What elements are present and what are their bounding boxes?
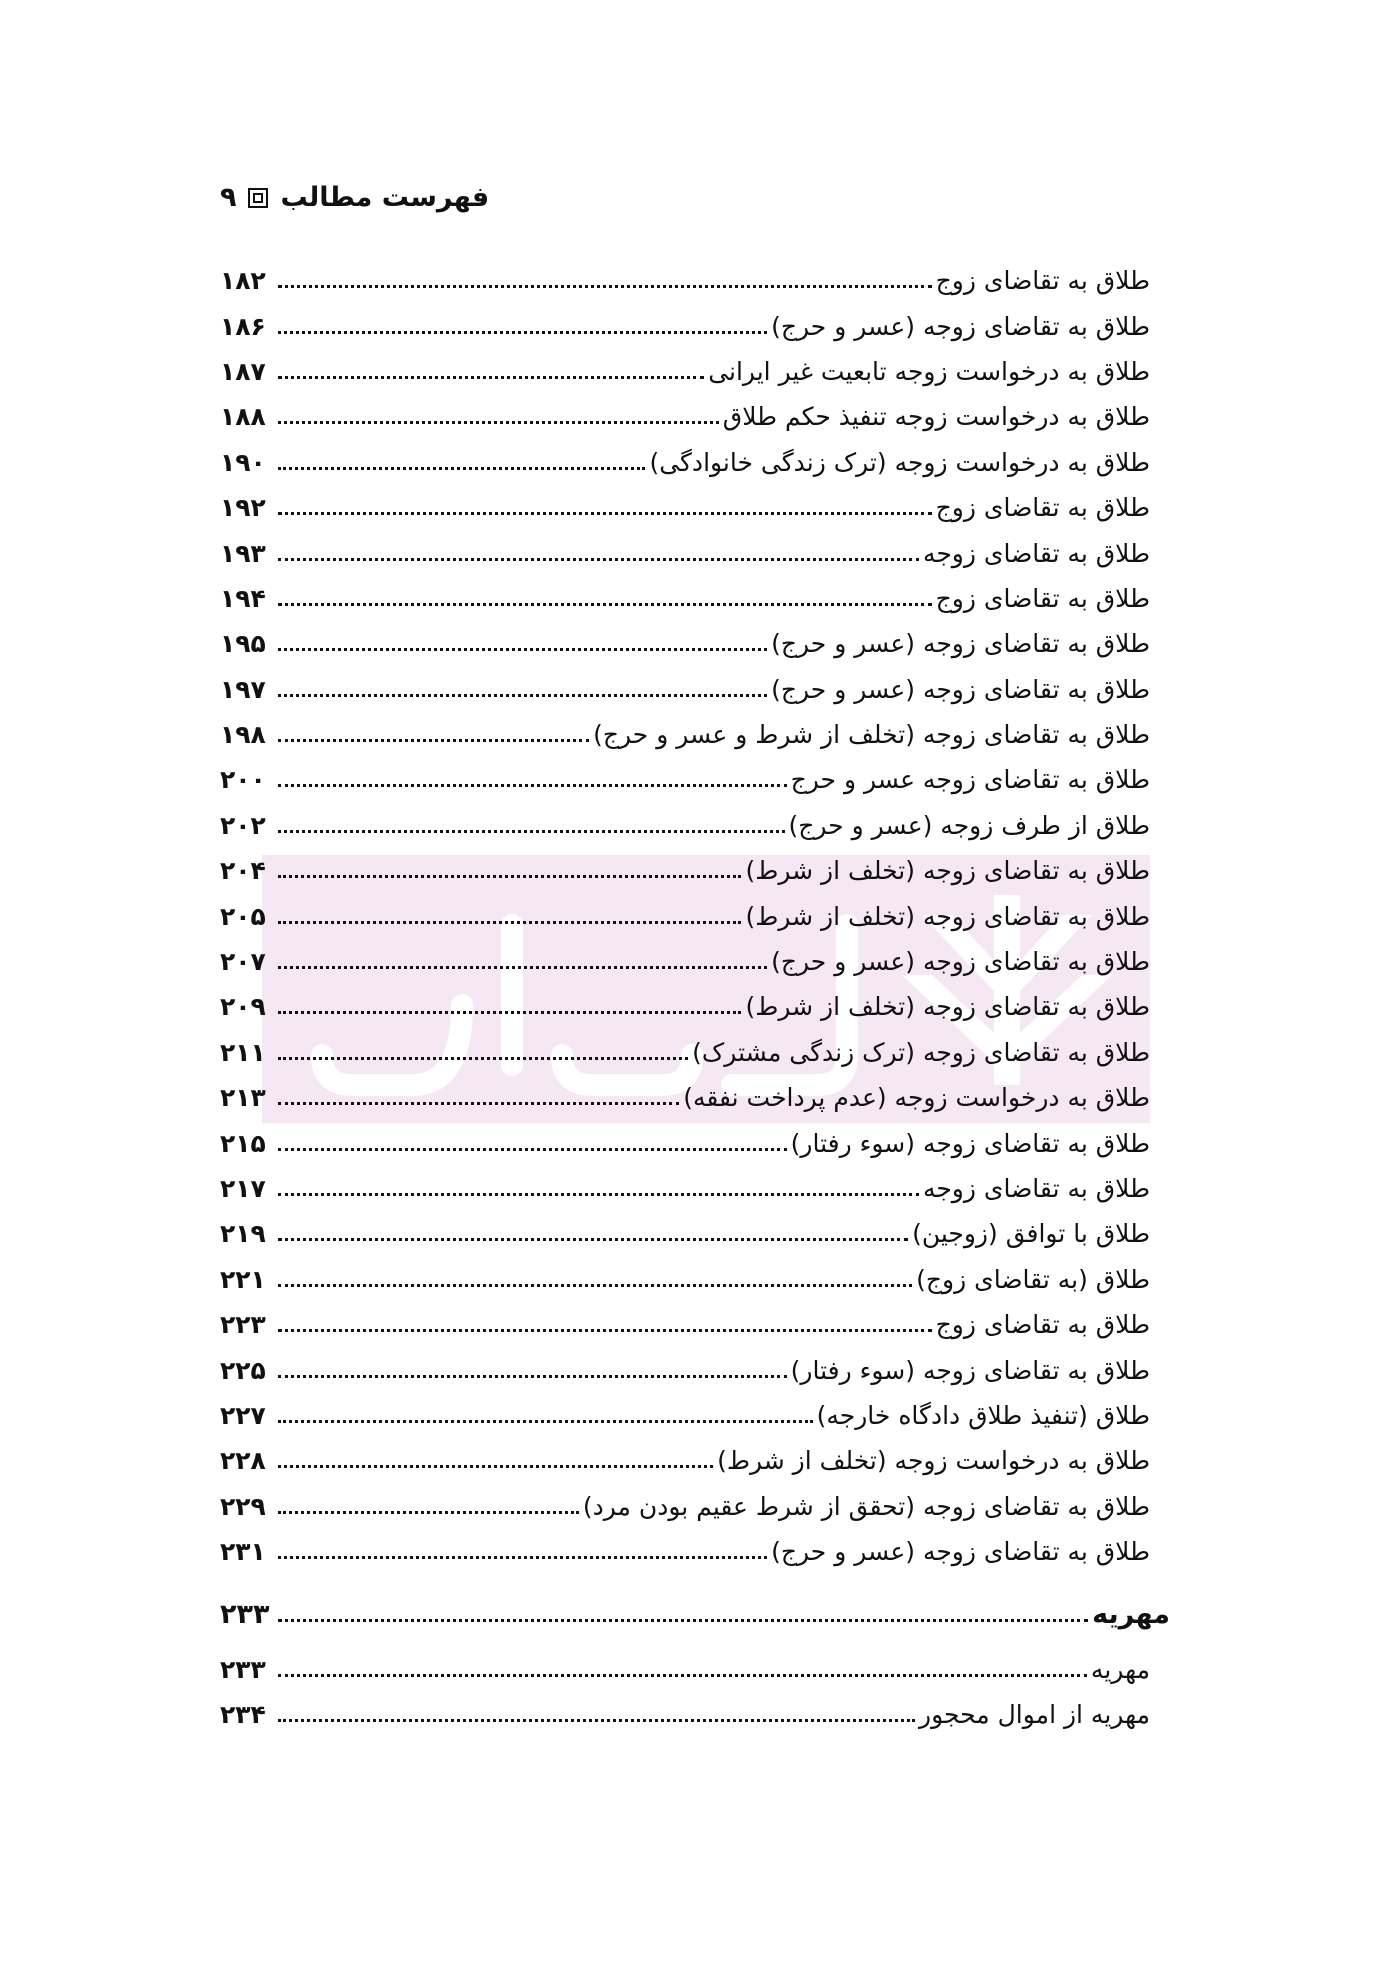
toc-entry-page-number: ۲۲۸ — [220, 1446, 266, 1476]
toc-entry-page-number: ۱۸۷ — [220, 356, 266, 386]
toc-entry-title: طلاق از طرف زوجه (عسر و حرج) — [788, 810, 1150, 840]
toc-entry — [220, 893, 1150, 938]
toc-entry-page-number: ۱۹۰ — [220, 447, 266, 477]
toc-entry-title: طلاق به تقاضای زوجه (تخلف از شرط و عسر و حرج) — [593, 720, 1150, 750]
toc-entry-title: مهریه — [1090, 1654, 1150, 1684]
toc-entry-title: طلاق به تقاضای زوج — [935, 493, 1150, 523]
toc-entry — [220, 621, 1150, 666]
toc-entry-title: طلاق به تقاضای زوجه (عسر و حرج) — [771, 1537, 1150, 1567]
dot-leader — [278, 1148, 787, 1151]
toc-entry — [220, 1646, 1150, 1691]
toc-entry-title: طلاق به تقاضای زوجه (عسر و حرج) — [771, 674, 1150, 704]
dot-leader — [278, 1420, 813, 1423]
header-title: فهرست مطالب — [280, 182, 490, 213]
toc-entry-title: طلاق به تقاضای زوجه (تخلف از شرط) — [745, 901, 1150, 931]
toc-entry-title: طلاق به تقاضای زوجه (تخلف از شرط) — [745, 856, 1150, 886]
dot-leader — [278, 1057, 688, 1060]
toc-entry-page-number: ۲۲۱ — [220, 1264, 266, 1294]
toc-entry-title: طلاق به درخواست زوجه تابعیت غیر ایرانی — [708, 356, 1150, 386]
toc-entry-title: طلاق به درخواست زوجه (تخلف از شرط) — [717, 1446, 1150, 1476]
toc-entry — [220, 1075, 1150, 1120]
dot-leader — [278, 1238, 908, 1241]
dot-leader — [278, 694, 767, 697]
toc-entry-page-number: ۲۲۷ — [220, 1400, 266, 1430]
toc-entry-page-number: ۱۹۵ — [220, 629, 266, 659]
toc-entry-page-number: ۲۳۴ — [220, 1699, 266, 1729]
toc-entry — [220, 984, 1150, 1029]
dot-leader — [278, 1284, 912, 1287]
table-of-contents — [220, 258, 1170, 1737]
toc-entry — [220, 1438, 1150, 1483]
toc-entry-page-number: ۲۱۵ — [220, 1128, 266, 1158]
toc-entry — [220, 485, 1150, 530]
toc-entry-title: مهریه از اموال محجور — [919, 1699, 1150, 1729]
dot-leader — [278, 512, 932, 515]
toc-entry — [220, 1030, 1150, 1075]
toc-entry — [220, 1257, 1150, 1302]
toc-entry — [220, 349, 1150, 394]
toc-entry — [220, 757, 1150, 802]
toc-entry — [220, 1393, 1150, 1438]
running-header — [220, 182, 489, 213]
dot-leader — [278, 1556, 767, 1559]
toc-entry-page-number: ۱۸۲ — [220, 266, 266, 296]
dot-leader — [278, 285, 932, 288]
dot-leader — [278, 467, 645, 470]
toc-entry-page-number: ۲۰۰ — [220, 765, 266, 795]
toc-entry — [220, 303, 1150, 348]
dot-leader — [278, 603, 932, 606]
dot-leader — [278, 421, 719, 424]
toc-entry-title: طلاق به تقاضای زوجه (سوء رفتار) — [790, 1355, 1150, 1385]
toc-entry-page-number: ۲۳۳ — [220, 1598, 270, 1630]
square-ornament-icon — [248, 188, 268, 208]
toc-entry — [220, 1692, 1150, 1737]
toc-entry — [220, 1302, 1150, 1347]
dot-leader — [278, 1011, 741, 1014]
toc-entry-page-number: ۲۱۱ — [220, 1037, 266, 1067]
toc-entry — [220, 440, 1150, 485]
toc-chapter-heading — [220, 1586, 1170, 1642]
toc-entry-page-number: ۲۱۷ — [220, 1174, 266, 1203]
toc-entry-title: مهریه — [1092, 1598, 1170, 1630]
toc-entry — [220, 1120, 1150, 1165]
toc-entry-title: طلاق به تقاضای زوجه (سوء رفتار) — [790, 1128, 1150, 1158]
dot-leader — [278, 1375, 787, 1378]
toc-entry — [220, 1166, 1150, 1211]
dot-leader — [278, 1719, 915, 1722]
toc-entry-title: طلاق (به تقاضای زوج) — [916, 1264, 1150, 1294]
toc-entry-page-number: ۲۱۳ — [220, 1083, 266, 1113]
toc-entry-title: طلاق به تقاضای زوجه (ترک زندگی مشترک) — [692, 1037, 1150, 1067]
toc-entry-title: طلاق به درخواست زوجه (ترک زندگی خانوادگی) — [649, 447, 1150, 477]
toc-entry-page-number: ۲۰۹ — [220, 992, 266, 1022]
toc-entry — [220, 848, 1150, 893]
toc-entry-page-number: ۱۹۲ — [220, 493, 266, 523]
dot-leader — [278, 784, 787, 787]
toc-entry-page-number: ۲۰۴ — [220, 856, 266, 886]
toc-entry-page-number: ۲۰۷ — [220, 947, 266, 977]
dot-leader — [278, 1465, 713, 1468]
toc-entry-page-number: ۱۹۷ — [220, 674, 266, 704]
toc-entry — [220, 803, 1150, 848]
toc-entry-title: طلاق به تقاضای زوجه (عسر و حرج) — [771, 947, 1150, 977]
toc-entry-title: طلاق با توافق (زوجین) — [912, 1219, 1150, 1249]
toc-entry — [220, 712, 1150, 757]
toc-entry — [220, 939, 1150, 984]
toc-entry — [220, 667, 1150, 712]
dot-leader — [278, 558, 919, 561]
toc-entry-page-number: ۱۹۴ — [220, 583, 266, 613]
dot-leader — [278, 921, 741, 924]
header-page-number: ۹ — [220, 182, 237, 213]
toc-entry-page-number: ۲۲۹ — [220, 1491, 266, 1521]
toc-entry — [220, 1529, 1150, 1574]
toc-entry-page-number: ۱۹۸ — [220, 720, 266, 750]
toc-entry-page-number: ۲۱۹ — [220, 1219, 266, 1249]
toc-entry-page-number: ۲۰۵ — [220, 901, 266, 931]
toc-entry — [220, 576, 1150, 621]
dot-leader — [278, 1329, 932, 1332]
toc-entry-title: طلاق به تقاضای زوجه (تخلف از شرط) — [745, 992, 1150, 1022]
dot-leader — [278, 1102, 679, 1105]
toc-entry — [220, 394, 1150, 439]
dot-leader — [278, 875, 741, 878]
dot-leader — [278, 1193, 919, 1196]
toc-entry-title: طلاق به تقاضای زوجه (عسر و حرج) — [771, 311, 1150, 341]
toc-entry-title: طلاق (تنفیذ طلاق دادگاه خارجه) — [816, 1400, 1150, 1430]
toc-entry-page-number: ۱۹۳ — [220, 538, 266, 568]
dot-leader — [278, 1619, 1088, 1622]
dot-leader — [278, 1511, 579, 1514]
toc-entry-page-number: ۲۰۲ — [220, 810, 266, 840]
toc-entry — [220, 530, 1150, 575]
dot-leader — [278, 331, 767, 334]
toc-entry-title: طلاق به تقاضای زوجه — [922, 538, 1150, 568]
toc-entry-page-number: ۲۲۳ — [220, 1310, 266, 1340]
dot-leader — [278, 648, 767, 651]
toc-entry — [220, 1211, 1150, 1256]
toc-entry-page-number: ۲۳۳ — [220, 1654, 266, 1684]
toc-entry-title: طلاق به تقاضای زوجه — [922, 1174, 1150, 1203]
dot-leader — [278, 966, 767, 969]
toc-entry-page-number: ۲۳۱ — [220, 1537, 266, 1567]
dot-leader — [278, 830, 785, 833]
dot-leader — [278, 1674, 1087, 1677]
dot-leader — [278, 376, 704, 379]
toc-entry — [220, 1484, 1150, 1529]
toc-entry-page-number: ۲۲۵ — [220, 1355, 266, 1385]
toc-entry-page-number: ۱۸۸ — [220, 402, 266, 432]
toc-entry-title: طلاق به تقاضای زوج — [935, 1310, 1150, 1340]
toc-entry-title: طلاق به تقاضای زوجه (تحقق از شرط عقیم بودن مرد) — [582, 1491, 1150, 1521]
toc-entry — [220, 1347, 1150, 1392]
toc-entry — [220, 258, 1150, 303]
toc-entry-title: طلاق به تقاضای زوج — [935, 266, 1150, 296]
toc-entry-title: طلاق به تقاضای زوج — [935, 583, 1150, 613]
toc-entry-title: طلاق به تقاضای زوجه عسر و حرج — [790, 765, 1150, 795]
toc-entry-page-number: ۱۸۶ — [220, 311, 266, 341]
toc-entry-title: طلاق به درخواست زوجه (عدم پرداخت نفقه) — [683, 1083, 1150, 1113]
toc-entry-title: طلاق به درخواست زوجه تنفیذ حکم طلاق — [722, 402, 1150, 432]
toc-entry-title: طلاق به تقاضای زوجه (عسر و حرج) — [771, 629, 1150, 659]
dot-leader — [278, 739, 589, 742]
